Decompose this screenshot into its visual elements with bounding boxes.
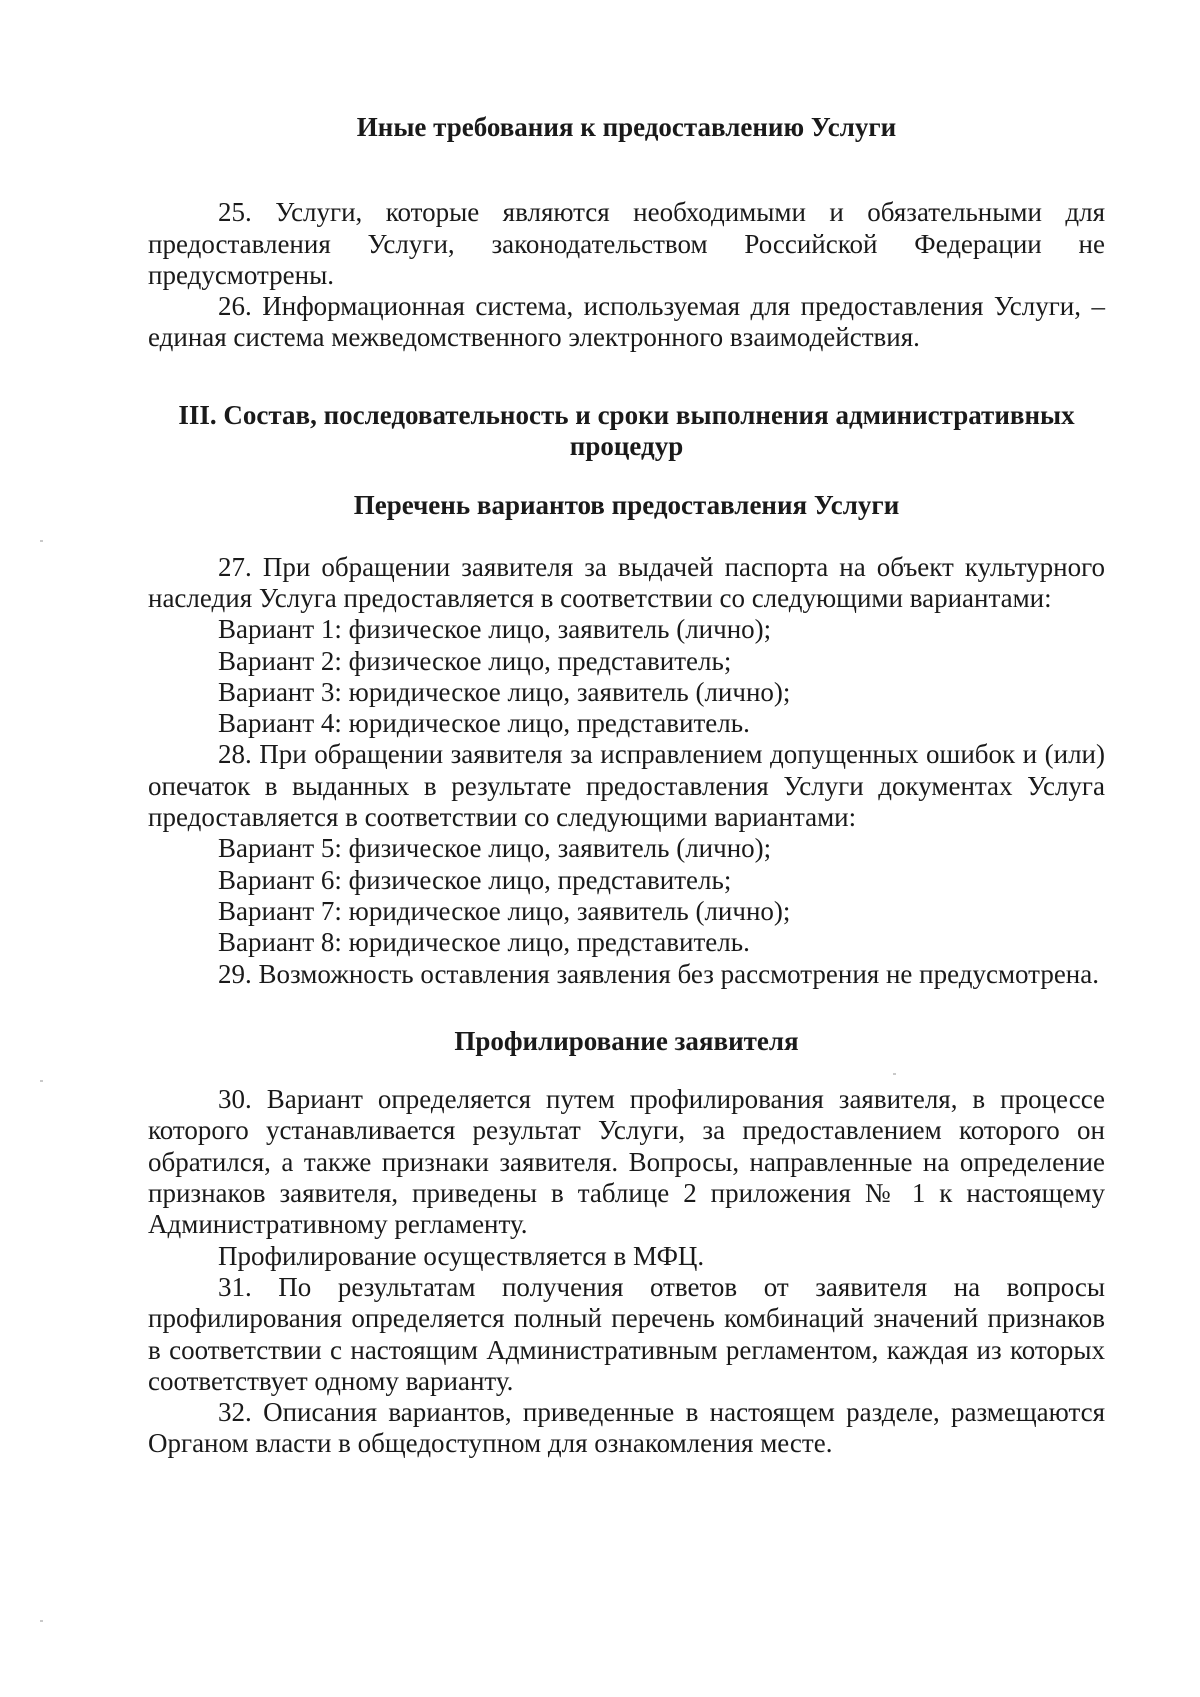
variant-item: Вариант 4: юридическое лицо, представитель. bbox=[218, 708, 750, 739]
variant-item: Вариант 6: физическое лицо, представитель; bbox=[218, 864, 732, 895]
variant-item: Вариант 8: юридическое лицо, представитель. bbox=[218, 927, 750, 958]
variant-item: Вариант 1: физическое лицо, заявитель (лично); bbox=[218, 614, 772, 645]
paragraph-28: 28. При обращении заявителя за исправлением допущенных ошибок и (или) опечаток в выданных в результате предоставления Услуги документах Услуга предоставляется в соответствии со следующими вариантами: bbox=[148, 739, 1105, 833]
scan-speck bbox=[40, 1620, 43, 1622]
paragraph-25: 25. Услуги, которые являются необходимыми и обязательными для предоставления Услуги, законодательством Российской Федерации не предусмотрены. bbox=[148, 197, 1105, 290]
heading-other-requirements: Иные требования к предоставлению Услуги bbox=[356, 112, 897, 142]
document-body bbox=[148, 112, 1105, 1460]
scan-speck bbox=[40, 1080, 43, 1082]
scan-speck bbox=[893, 1073, 896, 1075]
paragraph-32: 32. Описания вариантов, приведенные в настоящем разделе, размещаются Органом власти в общедоступном для ознакомления месте. bbox=[148, 1397, 1105, 1459]
scan-speck bbox=[40, 540, 43, 542]
paragraph-27: 27. При обращении заявителя за выдачей паспорта на объект культурного наследия Услуга предоставляется в соответствии со следующими вариантами: bbox=[148, 551, 1105, 613]
section-3-heading-line-1: III. Состав, последовательность и сроки выполнения административных bbox=[178, 399, 1075, 430]
section-3-heading-line-2: процедур bbox=[569, 431, 684, 462]
paragraph-31: 31. По результатам получения ответов от заявителя на вопросы профилирования определяется полный перечень комбинаций значений признаков в соответствии с настоящим Административным регламентом, каждая из которых соответствует одному варианту. bbox=[148, 1271, 1105, 1396]
paragraph-29: 29. Возможность оставления заявления без рассмотрения не предусмотрена. bbox=[218, 958, 1099, 989]
paragraph-30-mfc: Профилирование осуществляется в МФЦ. bbox=[218, 1240, 705, 1271]
heading-variants-list: Перечень вариантов предоставления Услуги bbox=[353, 490, 900, 521]
heading-profiling: Профилирование заявителя bbox=[454, 1025, 799, 1056]
variant-item: Вариант 7: юридическое лицо, заявитель (лично); bbox=[218, 895, 791, 926]
paragraph-30: 30. Вариант определяется путем профилирования заявителя, в процессе которого устанавливается результат Услуги, за предоставлением которого он обратился, а также признаки заявителя. Вопросы, направленные на определение признаков заявителя, приведены в таблице 2 приложения № 1 к настоящему Административному регламенту. bbox=[148, 1084, 1105, 1240]
section-3-heading bbox=[148, 400, 1105, 463]
variant-item: Вариант 3: юридическое лицо, заявитель (лично); bbox=[218, 676, 791, 707]
paragraph-26: 26. Информационная система, используемая для предоставления Услуги, – единая система межведомственного электронного взаимодействия. bbox=[148, 291, 1105, 353]
variant-item: Вариант 5: физическое лицо, заявитель (лично); bbox=[218, 833, 772, 864]
variant-item: Вариант 2: физическое лицо, представитель; bbox=[218, 645, 732, 676]
